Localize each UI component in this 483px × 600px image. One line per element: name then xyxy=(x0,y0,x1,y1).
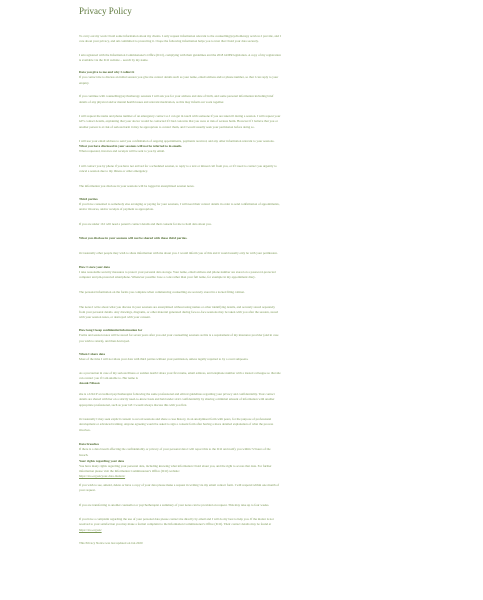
paragraph-line: I will request the name and phone number of an emergency contact so I can get in touch with someone if you are taken ill during a session. I will request your xyxy=(79,114,281,118)
section-heading: When I share data xyxy=(79,352,106,356)
paragraph-line: from your personal details. Any drawings, diagrams, or other material generated during face-to-face sessions may be taken with you after the session, stored xyxy=(79,310,279,314)
paragraph-line: another person is at risk of serious harm it may be appropriate to contact them, and I would usually seek your permission before doing so. xyxy=(79,125,255,129)
paragraph-line: If you have a complaint regarding the use of your personal data please contact me directly by email and I will do my best to help you. If the matter is not xyxy=(79,517,274,521)
paragraph-line: GP's contact details, explaining that your doctor would be contacted if I had concerns that you were at risk of serious harm. However if I believe that you or xyxy=(79,119,278,123)
paragraph-line: Occasionally I may seek explicit consent to record sessions and share a case history, in an anonymised form with peers, for the purpose of professional xyxy=(79,417,272,421)
paragraph-line: Forms and session notes will be stored for seven years after you end your counselling sessions as this is a requirement of my insurance provider (and in case xyxy=(79,333,279,337)
paragraph-line: If you have consented to somebody else arranging or paying for your sessions, I will need their contact details in order to send confirmation of appointments, xyxy=(79,202,280,206)
paragraph-line: You have many rights regarding your personal data, including knowing what information I hold about you, and the right to access that data. For further xyxy=(79,464,272,468)
section-heading: Data breaches xyxy=(79,442,99,446)
paragraph-line: breach. xyxy=(79,453,89,457)
paragraph-line: If you wish to see, amend, delete or have a copy of your data please make a request in writing via my email contact form. I will respond within one month of xyxy=(79,483,280,487)
paragraph-line: Occasionally other people may wish to share information with me about you. I would inform you of this and it would usually only be with your permission. xyxy=(79,251,278,255)
paragraph-line: you wish to return), and then destroyed. xyxy=(79,339,130,343)
section-heading: How I store your data xyxy=(79,265,110,269)
paragraph-line: If you are under 16 I will need a parent's contact details and their consent for me to hold data about you. xyxy=(79,222,212,226)
paragraph-line: This Privacy Notice was last updated on Jan 2020 xyxy=(79,541,143,545)
paragraph-line: can contact you if I am unable to. Her name is xyxy=(79,376,138,380)
paragraph-line: is available via the ICO website – search by my name. xyxy=(79,58,149,62)
paragraph-line: I will contact you by phone if you have not arrived for a scheduled session, to reply to a text or missed call from you, or if I need to contact you urgently to xyxy=(79,164,277,168)
section-heading: What you disclose in your sessions will not be shared with these third parties. xyxy=(79,236,188,240)
paragraph-line: The personal information on the forms you complete when commencing counselling are securely stored in a locked filing cabinet. xyxy=(79,290,245,294)
paragraph-line: If there is a data breach affecting the confidentiality or privacy of your personal data I will report this to the ICO and notify you within 72 hours of the xyxy=(79,447,271,451)
paragraph-line: care about your privacy, and am committed to protecting it. I hope the following information helps you to trust that I hold your data securely. xyxy=(79,39,259,43)
paragraph-line: When requested, invoices and receipts will be sent to you by email. xyxy=(79,149,165,153)
paragraph-line: she is a UKCP accredited psychotherapist following the same professional and ethical guidelines regarding your privacy and confidentiality. Your contact xyxy=(79,392,275,396)
paragraph-line: The notes I write about what you discuss in your sessions are anonymised without using names or other identifying details, and securely stored separately xyxy=(79,305,275,309)
paragraph-line: involves. xyxy=(79,428,91,432)
paragraph-line: The information you disclose in your sessions will be logged in anonymised session notes. xyxy=(79,184,195,188)
paragraph-line: details are shared with her on a strictly need-to-know basis and held under strict confidentiality by sharing a minimal amount of information with another xyxy=(79,397,275,401)
paragraph-line: appropriate professional, such as your GP. I would always discuss this with you first. xyxy=(79,403,188,407)
paragraph-line: resolved to your satisfaction you may make a formal complaint to the Information Commissioner's Office (ICO). Their contact details may be found at xyxy=(79,522,272,526)
paragraph-line: details of any physical and/or mental health issues and relevant medication, as this may inform our work together. xyxy=(79,100,225,104)
section-heading: How long I keep confidential information for xyxy=(79,328,143,332)
section-heading: Anouk Nilsson xyxy=(79,381,100,385)
paragraph-line: As a precaution in case of my serious illness or sudden death I share your first name, email address, and telephone number with a trusted colleague so that she xyxy=(79,371,281,375)
paragraph-line: To carry out my work I hold some information about my clients. I only request information relevant to the counselling/psychotherapy services I provide, and I xyxy=(79,34,281,38)
section-heading: Third parties xyxy=(79,197,98,201)
paragraph-line: I take reasonable security measures to protect your personal data storage. Your name, email address and phone number are stored on a password-protected xyxy=(79,270,276,274)
section-heading: Your rights regarding your data xyxy=(79,459,125,463)
paragraph-line: and/or invoices, and/or receipts of payment as appropriate. xyxy=(79,207,154,211)
paragraph-line: Most of the time I will not share your data with third parties without your permission, unless legally required to by a court subpoena. xyxy=(79,357,249,361)
paragraph-line: information please visit the Information Commissioner's Office (ICO) website: xyxy=(79,469,180,473)
paragraph-line: If you contact me to discuss an initial session you give me contact details such as your name, email address and/or phone number, so that I can reply to your xyxy=(79,75,279,79)
paragraph-line: enquiry. xyxy=(79,81,90,85)
paragraph-line: cancel a session due to my illness or other emergency. xyxy=(79,169,148,173)
section-heading: Data you give to me and why I collect it xyxy=(79,70,135,74)
paragraph-line: If you continue with counselling/psychotherapy sessions I will ask you for your address and date of birth, and some personal information including brief xyxy=(79,94,274,98)
paragraph-line: your request. xyxy=(79,488,96,492)
paragraph-line: I am registered with the Information Commissioner's Office (ICO), complying with their guidelines and the 2018 GDPR legislation. A copy of my registration xyxy=(79,53,281,57)
paragraph-line: development or advanced training. Anyone agreeing would be asked to sign a consent form after having a more detailed explanation of what the process xyxy=(79,422,274,426)
paragraph-line: computer and pin-protected smartphone. Whenever possible I use a code rather than your full name, for example in my appointment diary. xyxy=(79,275,256,279)
policy-link[interactable]: https://ico.org.uk/your-data-matters/ xyxy=(79,474,126,478)
paragraph-line: I will use your email address to send you confirmation of ongoing appointments, payments received, and any other information relevant to your sessions. xyxy=(79,139,275,143)
section-heading: What you have disclosed in your sessions will not be referred to in emails. xyxy=(79,144,183,148)
policy-link[interactable]: https://ico.org.uk/ xyxy=(79,528,102,532)
paragraph-line: If you are transferring to another counsellor or psychotherapist a summary of your notes can be provided on request. This may take up to four weeks. xyxy=(79,503,270,507)
paragraph-line: with your session notes, or destroyed with your consent. xyxy=(79,315,151,319)
page-title: Privacy Policy xyxy=(79,6,132,16)
